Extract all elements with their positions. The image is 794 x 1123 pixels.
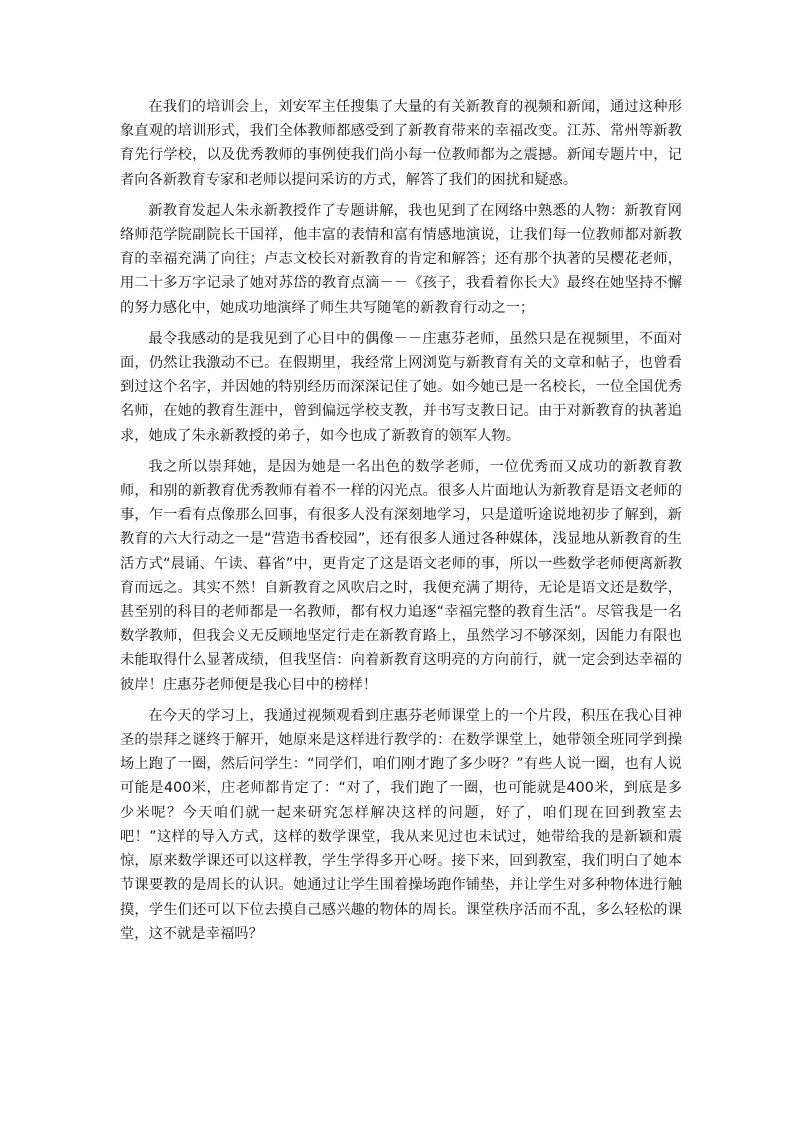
paragraph-today-lesson: 在今天的学习上，我通过视频观看到庄惠芬老师课堂上的一个片段，积压在我心目神圣的崇拜之谜终于解开，她原来是这样进行教学的：在数学课堂上，她带领全班同学到操场上跑了一圈，然后问学生：“同学们，咱们刚才跑了多少呀？”有些人说一圈，也有人说可能是400米，庄老师都肯定了：“对了，我们跑了一圈，也可能就是400米，到底是多少米呢？今天咱们就一起来研究怎样解决这样的问题，好了，咱们现在回到教室去吧！”这样的导入方式，这样的数学课堂，我从来见过也未试过，她带给我的是新颖和震惊，原来数学课还可以这样教，学生学得多开心呀。接下来，回到教室，我们明白了她本节课要教的是周长的认识。她通过让学生围着操场跑作铺垫，并让学生对多种物体进行触摸，学生们还可以下位去摸自己感兴趣的物体的周长。课堂秩序活而不乱，多么轻松的课堂，这不就是幸福吗？ — [120, 707, 682, 942]
paragraph-why-admire: 我之所以崇拜她，是因为她是一名出色的数学老师，一位优秀而又成功的新教育教师，和别的新教育优秀教师有着不一样的闪光点。很多人片面地认为新教育是语文老师的事，乍一看有点像那么回事，有很多人没有深刻地学习，只是道听途说地初步了解到，新教育的六大行动之一是“营造书香校园”，还有很多人通过各种媒体，浅显地从新教育的生活方式“晨诵、午读、暮省”中，更肯定了这是语文老师的事，所以一些数学老师便离新教育而远之。其实不然！自新教育之风吹启之时，我便充满了期待，无论是语文还是数学，甚至别的科目的老师都是一名教师，都有权力追逐“幸福完整的教育生活”。尽管我是一名数学教师，但我会义无反顾地坚定行走在新教育路上，虽然学习不够深刻，因能力有限也未能取得什么显著成绩，但我坚信：向着新教育这明亮的方向前行，就一定会到达幸福的彼岸！庄惠芬老师便是我心目中的榜样！ — [120, 458, 682, 693]
paragraph-zhuang-huifen-idol: 最令我感动的是我见到了心目中的偶像－－庄惠芬老师，虽然只是在视频里，不面对面，仍然让我激动不已。在假期里，我经常上网浏览与新教育有关的文章和帖子，也曾看到过这个名字，并因她的特别经历而深深记住了她。如今她已是一名校长，一位全国优秀名师，在她的教育生涯中，曾到偏远学校支教，并书写支教日记。由于对新教育的执著追求，她成了朱永新教授的弟子，如今也成了新教育的领军人物。 — [120, 330, 682, 444]
paragraph-training-meeting: 在我们的培训会上，刘安军主任搜集了大量的有关新教育的视频和新闻，通过这种形象直观的培训形式，我们全体教师都感受到了新教育带来的幸福改变。江苏、常州等新教育先行学校，以及优秀教师的事例使我们尚小每一位教师都为之震撼。新闻专题片中，记者向各新教育专家和老师以提问采访的方式，解答了我们的困扰和疑惑。 — [120, 99, 682, 188]
paragraph-zhu-yongxin-lecture: 新教育发起人朱永新教授作了专题讲解，我也见到了在网络中熟悉的人物：新教育网络师范学院副院长干国祥，他丰富的表情和富有情感地演说，让我们每一位教师都对新教育的幸福充满了向往；卢志文校长对新教育的肯定和解答；还有那个执著的吴樱花老师，用二十多万字记录了她对苏岱的教育点滴－－《孩子，我看着你长大》最终在她坚持不懈的努力感化中，她成功地演绎了师生共写随笔的新教育行动之一； — [120, 202, 682, 316]
document-body — [120, 95, 682, 946]
